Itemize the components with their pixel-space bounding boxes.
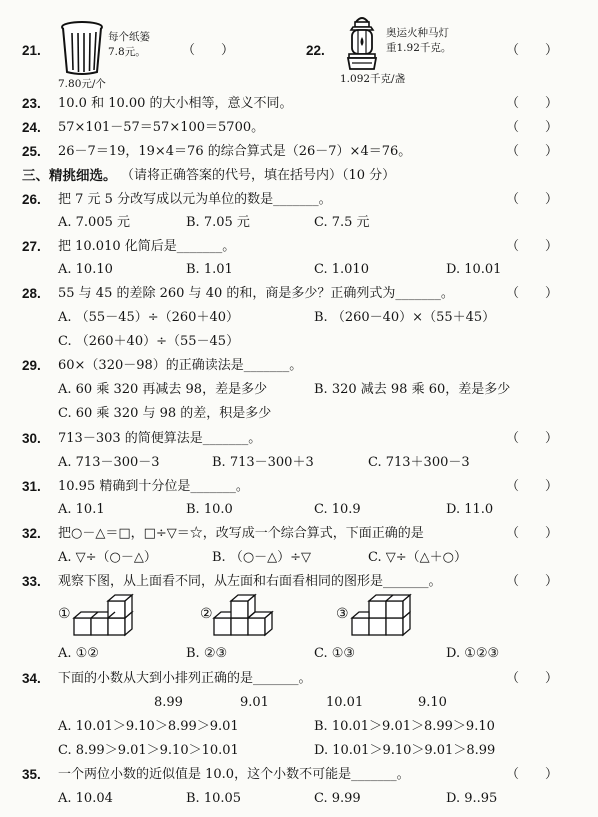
question-number: 22. [306, 43, 325, 58]
option-a[interactable]: A. 10.1 [58, 502, 105, 517]
question-number: 30. [22, 431, 41, 446]
question-number: 21. [22, 43, 41, 58]
question-number: 28. [22, 286, 41, 301]
question-number: 34. [22, 671, 41, 686]
number-item: 10.01 [326, 695, 364, 710]
answer-paren[interactable]: （ ） [506, 431, 559, 446]
question-text: 一个两位小数的近似值是 10.0，这个小数不可能是_______。 [58, 767, 410, 782]
option-c[interactable]: C. （260＋40）÷（55－45） [58, 334, 240, 349]
question-text: 26－7＝19，19×4＝76 的综合算式是（26－7）×4＝76。 [58, 144, 412, 159]
option-d[interactable]: D. 9..95 [446, 791, 498, 806]
number-item: 9.10 [418, 695, 447, 710]
question-text: 把○－△＝□，□÷▽＝☆，改写成一个综合算式，下面正确的是 [58, 526, 424, 541]
option-c[interactable]: C. ①③ [314, 646, 356, 661]
answer-paren[interactable]: （ ） [506, 526, 559, 541]
q21-caption-line2: 7.8元。 [108, 46, 146, 58]
option-c[interactable]: C. ▽÷（△＋○） [368, 550, 467, 565]
cube-figure-2 [212, 590, 284, 638]
question-number: 35. [22, 767, 41, 782]
answer-paren[interactable]: （ ） [506, 96, 559, 111]
option-b[interactable]: B. 10.01＞9.01＞8.99＞9.10 [314, 719, 495, 734]
section-title: 三、精挑细选。 [22, 168, 117, 183]
cube-figure-1 [72, 590, 144, 638]
option-a[interactable]: A. ①② [58, 646, 99, 661]
question-text: 下面的小数从大到小排列正确的是_______。 [58, 671, 312, 686]
question-text: 713－303 的简便算法是_______。 [58, 431, 262, 446]
q21-answer-paren[interactable]: （ ） [182, 43, 235, 58]
question-text: 把 7 元 5 分改写成以元为单位的数是_______。 [58, 192, 332, 207]
question-text: 把 10.010 化简后是_______。 [58, 239, 236, 254]
option-a[interactable]: A. （55－45）÷（260＋40） [58, 310, 239, 325]
option-c[interactable]: C. 60 乘 320 与 98 的差，积是多少 [58, 406, 272, 421]
answer-paren[interactable]: （ ） [506, 120, 559, 135]
question-number: 26. [22, 192, 41, 207]
option-a[interactable]: A. 7.005 元 [58, 215, 131, 230]
olympic-lantern-icon [344, 16, 380, 72]
option-d[interactable]: D. 11.0 [446, 502, 494, 517]
question-text: 55 与 45 的差除 260 与 40 的和，商是多少？正确列式为_______。 [58, 286, 454, 301]
question-text: 10.0 和 10.00 的大小相等，意义不同。 [58, 96, 293, 111]
answer-paren[interactable]: （ ） [506, 479, 559, 494]
option-d[interactable]: D. 10.01＞9.10＞9.01＞8.99 [314, 743, 496, 758]
option-a[interactable]: A. 713－300－3 [58, 455, 160, 470]
q22-caption-line1: 奥运火种马灯 [386, 27, 449, 39]
option-d[interactable]: D. ①②③ [446, 646, 500, 661]
question-number: 33. [22, 574, 41, 589]
question-text: 57×101－57＝57×100＝5700。 [58, 120, 265, 135]
option-b[interactable]: B. 10.0 [186, 502, 233, 517]
q22-weight-tag: 1.092千克/盏 [340, 73, 406, 85]
cube-figure-3 [350, 586, 422, 638]
option-b[interactable]: B. 320 减去 98 乘 60，差是多少 [314, 382, 511, 397]
option-b[interactable]: B. 713－300＋3 [212, 455, 314, 470]
option-b[interactable]: B. 10.05 [186, 791, 242, 806]
option-b[interactable]: B. ②③ [186, 646, 228, 661]
q22-answer-paren[interactable]: （ ） [506, 43, 559, 58]
answer-paren[interactable]: （ ） [506, 671, 559, 686]
question-number: 27. [22, 239, 41, 254]
option-a[interactable]: A. ▽÷（○－△） [58, 550, 157, 565]
figure-3-label: ③ [336, 606, 349, 622]
q21-caption-line1: 每个纸篓 [108, 31, 150, 43]
question-number: 31. [22, 479, 41, 494]
question-number: 23. [22, 96, 41, 111]
question-number: 25. [22, 144, 41, 159]
option-b[interactable]: B. 7.05 元 [186, 215, 250, 230]
option-c[interactable]: C. 9.99 [314, 791, 361, 806]
wastebasket-icon [60, 20, 104, 76]
option-d[interactable]: D. 10.01 [446, 262, 502, 277]
option-a[interactable]: A. 10.01＞9.10＞8.99＞9.01 [58, 719, 239, 734]
question-number: 24. [22, 120, 41, 135]
option-a[interactable]: A. 60 乘 320 再减去 98，差是多少 [58, 382, 268, 397]
section-note: （请将正确答案的代号，填在括号内）（10 分） [121, 168, 396, 183]
option-c[interactable]: C. 8.99＞9.01＞9.10＞10.01 [58, 743, 239, 758]
question-number: 32. [22, 526, 41, 541]
question-number: 29. [22, 358, 41, 373]
option-b[interactable]: B. （260－40）×（55＋45） [314, 310, 496, 325]
answer-paren[interactable]: （ ） [506, 239, 559, 254]
answer-paren[interactable]: （ ） [506, 192, 559, 207]
answer-paren[interactable]: （ ） [506, 286, 559, 301]
option-c[interactable]: C. 7.5 元 [314, 215, 370, 230]
number-item: 9.01 [240, 695, 269, 710]
answer-paren[interactable]: （ ） [506, 574, 559, 589]
figure-1-label: ① [58, 606, 71, 622]
answer-paren[interactable]: （ ） [506, 144, 559, 159]
answer-paren[interactable]: （ ） [506, 767, 559, 782]
number-item: 8.99 [154, 695, 183, 710]
figure-2-label: ② [200, 606, 213, 622]
option-a[interactable]: A. 10.04 [58, 791, 113, 806]
question-text: 观察下图，从上面看不同，从左面和右面看相同的图形是_______。 [58, 574, 442, 589]
question-text: 10.95 精确到十分位是_______。 [58, 479, 249, 494]
q21-price-tag: 7.80元/个 [58, 78, 106, 90]
option-c[interactable]: C. 1.010 [314, 262, 369, 277]
option-b[interactable]: B. 1.01 [186, 262, 233, 277]
option-a[interactable]: A. 10.10 [58, 262, 113, 277]
option-c[interactable]: C. 713＋300－3 [368, 455, 470, 470]
q22-caption-line2: 重1.92千克。 [386, 42, 452, 54]
question-text: 60×（320－98）的正确读法是_______。 [58, 358, 303, 373]
option-c[interactable]: C. 10.9 [314, 502, 361, 517]
option-b[interactable]: B. （○－△）÷▽ [212, 550, 312, 565]
